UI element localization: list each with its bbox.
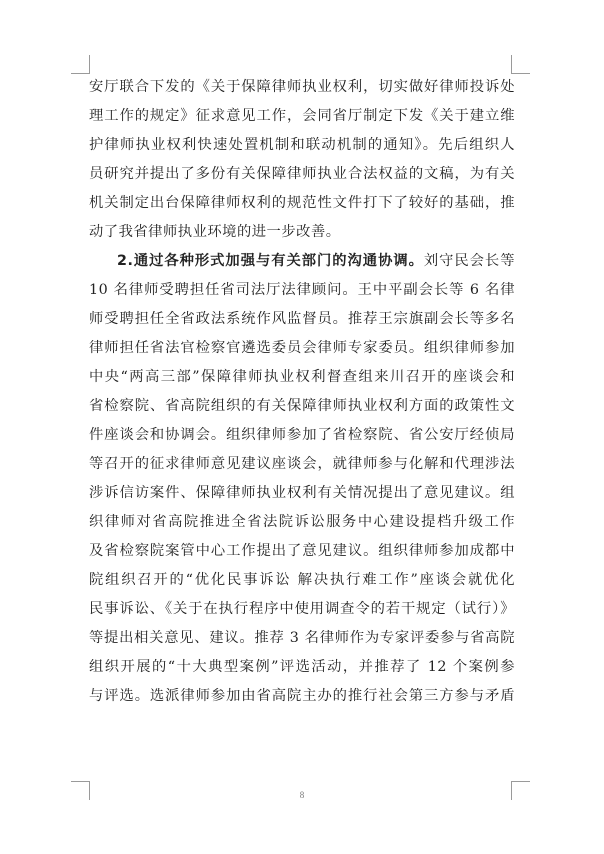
text-line: 机关制定出台保障律师权利的规范性文件打下了较好的基础，推 [89, 195, 515, 211]
text-run: 刘守民会长等 [423, 253, 515, 269]
text-line: 涉诉信访案件、保障律师执业权利有关情况提出了意见建议。组 [89, 485, 515, 501]
body-text [89, 73, 515, 711]
text-line: 与评选。选派律师参加由省高院主办的推行社会第三方参与矛盾 [89, 688, 515, 704]
crop-mark-top-right [511, 55, 530, 74]
text-line: 中央“两高三部”保障律师执业权利督查组来川召开的座谈会和 [89, 369, 515, 385]
text-line-with-heading [89, 247, 515, 276]
text-line: 民事诉讼、《关于在执行程序中使用调查令的若干规定（试行）》 [89, 601, 515, 617]
text-line: 织律师对省高院推进全省法院诉讼服务中心建设提档升级工作 [89, 514, 515, 530]
paragraph-2 [89, 247, 515, 711]
text-line: 及省检察院案管中心工作提出了意见建议。组织律师参加成都中 [89, 543, 515, 559]
text-line: 院组织召开的“优化民事诉讼 解决执行难工作”座谈会就优化 [89, 572, 515, 588]
text-line: 员研究并提出了多份有关保障律师执业合法权益的文稿，为有关 [89, 166, 515, 182]
text-line: 动了我省律师执业环境的进一步改善。 [89, 224, 341, 240]
text-line: 省检察院、省高院组织的有关保障律师执业权利方面的政策性文 [89, 398, 515, 414]
page-number: 8 [299, 790, 305, 800]
text-line: 安厅联合下发的《关于保障律师执业权利，切实做好律师投诉处 [89, 79, 515, 95]
text-line: 护律师执业权利快速处置机制和联动机制的通知》。先后组织人 [89, 137, 515, 153]
text-line: 10 名律师受聘担任省司法厅法律顾问。王中平副会长等 6 名律 [89, 282, 515, 298]
section-heading: 2.通过各种形式加强与有关部门的沟通协调。 [117, 253, 424, 269]
text-line: 等召开的征求律师意见建议座谈会，就律师参与化解和代理涉法 [89, 456, 515, 472]
text-line: 件座谈会和协调会。组织律师参加了省检察院、省公安厅经侦局 [89, 427, 515, 443]
text-line: 等提出相关意见、建议。推荐 3 名律师作为专家评委参与省高院 [89, 630, 515, 646]
text-line: 理工作的规定》征求意见工作，会同省厅制定下发《关于建立维 [89, 108, 515, 124]
paragraph-1 [89, 73, 515, 247]
text-line: 组织开展的“十大典型案例”评选活动，并推荐了 12 个案例参 [89, 659, 515, 675]
text-line: 律师担任省法官检察官遴选委员会律师专家委员。组织律师参加 [89, 340, 515, 356]
text-line: 师受聘担任全省政法系统作风监督员。推荐王宗旗副会长等多名 [89, 311, 515, 327]
crop-mark-top-left [71, 55, 90, 74]
